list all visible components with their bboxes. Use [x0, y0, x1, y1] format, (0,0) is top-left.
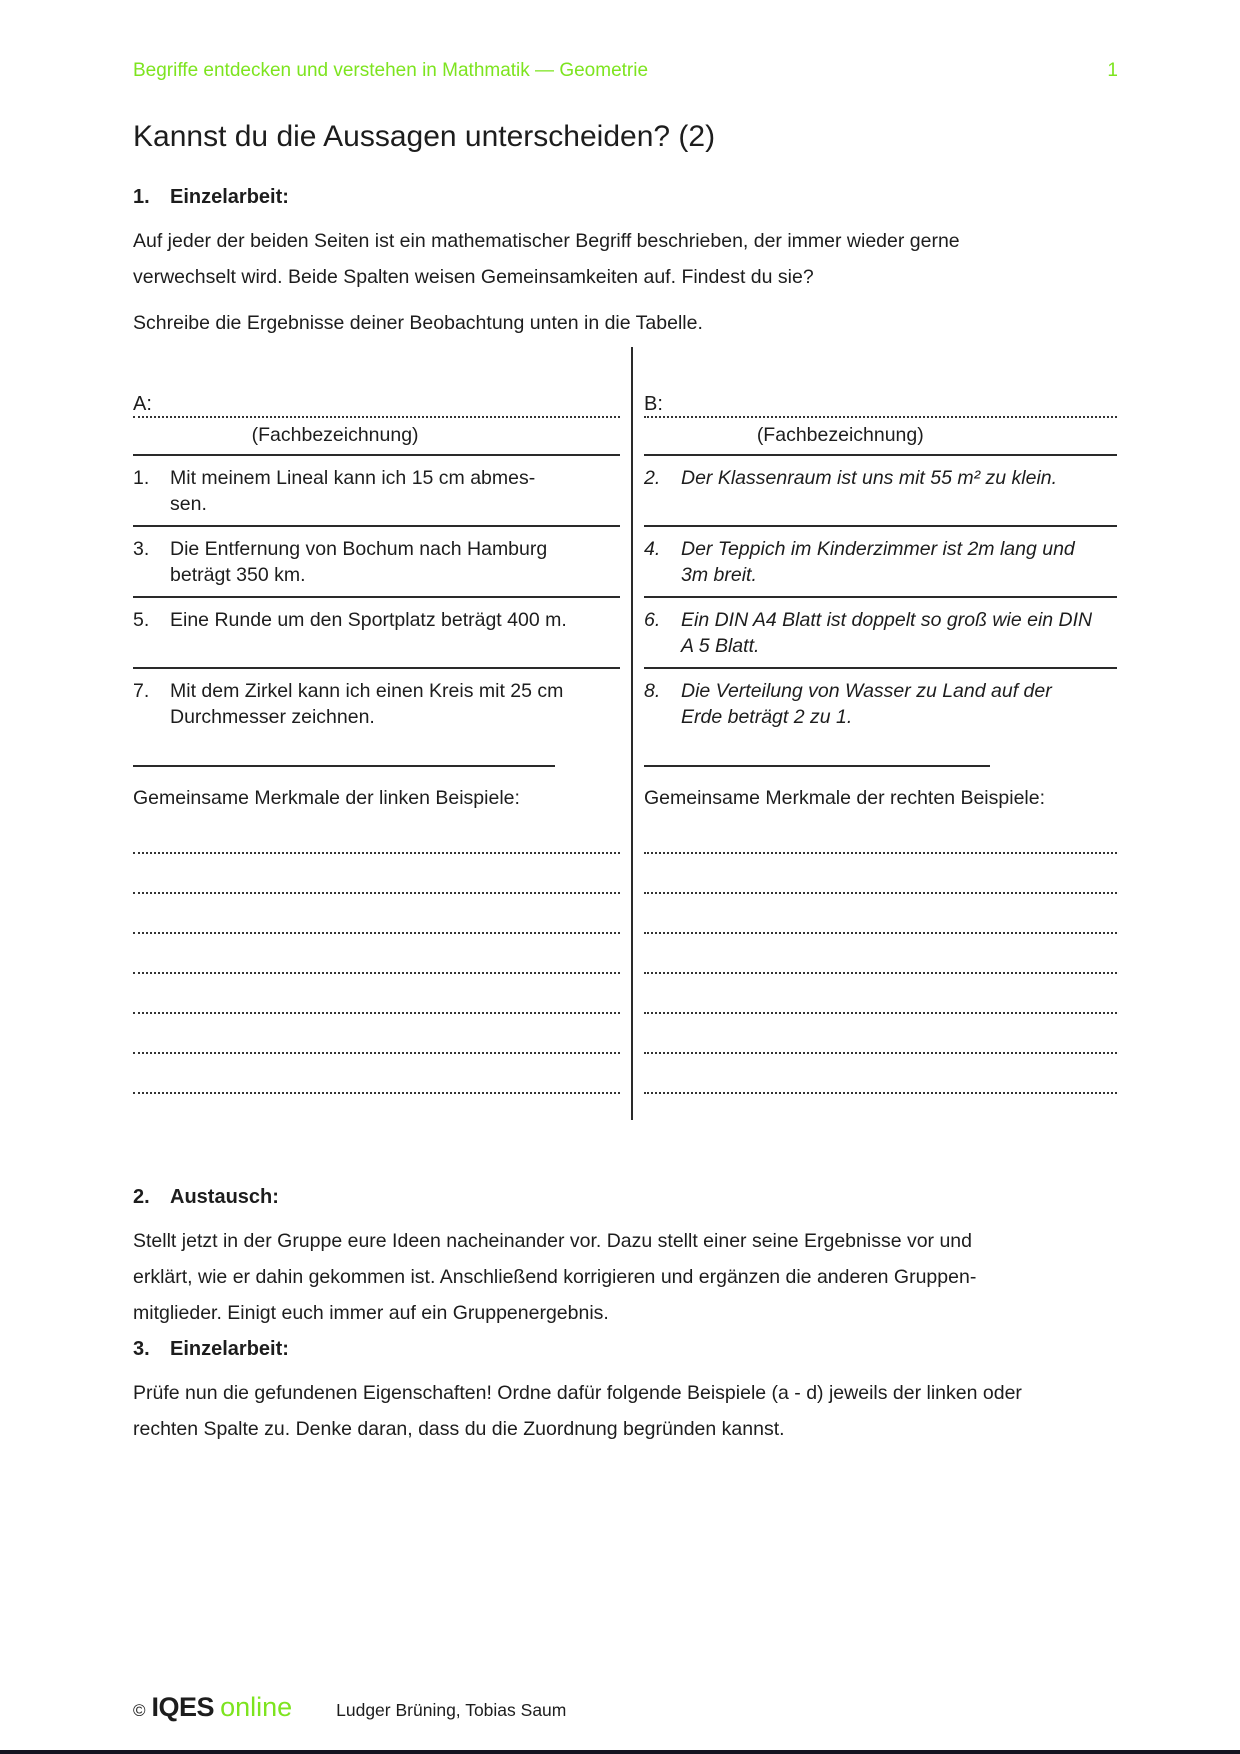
answer-line: [644, 934, 1117, 974]
column-a-closing-line: [133, 765, 555, 767]
section-3-heading: [133, 1338, 1025, 1361]
column-b-closing-line: [644, 765, 990, 767]
header-title: Begriffe entdecken und verstehen in Mathmatik — Geometrie: [133, 60, 649, 81]
answer-line: [133, 934, 620, 974]
copyright-symbol: ©: [133, 1701, 146, 1720]
row-text: Die Verteilung von Wasser zu Land auf der Erde beträgt 2 zu 1.: [681, 680, 1052, 728]
row-number: 3.: [133, 538, 150, 560]
table-column-b: [644, 352, 1117, 1094]
row-text: Mit meinem Lineal kann ich 15 cm abmes-sen.: [170, 467, 536, 515]
table-row: [133, 598, 620, 669]
section-1-paragraph-2: Schreibe die Ergebnisse deiner Beobachtung unten in die Tabelle.: [133, 312, 703, 334]
row-number: 6.: [644, 609, 661, 631]
row-text: Ein DIN A4 Blatt ist doppelt so groß wie ein DIN A 5 Blatt.: [681, 609, 1093, 657]
table-row: [133, 456, 620, 527]
answer-line: [644, 1054, 1117, 1094]
section-1: [133, 186, 1025, 341]
row-text: Der Teppich im Kinderzimmer ist 2m lang und 3m breit.: [681, 538, 1075, 586]
row-number: 2.: [644, 467, 661, 489]
column-a-merkmale-heading: Gemeinsame Merkmale der linken Beispiele:: [133, 787, 520, 809]
row-text: Eine Runde um den Sportplatz beträgt 400 m.: [170, 609, 567, 631]
section-2-label: Austausch:: [170, 1186, 279, 1208]
column-a-sublabel: (Fachbezeichnung): [251, 424, 419, 446]
column-a-label: A:: [133, 352, 620, 418]
section-1-number: 1.: [133, 186, 150, 208]
answer-line: [644, 894, 1117, 934]
page-title: Kannst du die Aussagen unterscheiden? (2): [133, 120, 716, 153]
section-1-label: Einzelarbeit:: [170, 186, 289, 208]
row-text: Der Klassenraum ist uns mit 55 m² zu klein.: [681, 467, 1058, 489]
column-b-sublabel-row: [644, 418, 1117, 456]
answer-line: [133, 894, 620, 934]
authors-text: Ludger Brüning, Tobias Saum: [336, 1700, 567, 1720]
table-column-a: [133, 352, 620, 1094]
answer-line: [644, 814, 1117, 854]
row-number: 7.: [133, 680, 150, 702]
section-3-label: Einzelarbeit:: [170, 1338, 289, 1360]
page-number: 1: [1107, 60, 1118, 81]
row-number: 5.: [133, 609, 150, 631]
table-row: [644, 669, 1117, 730]
table-row: [644, 598, 1117, 669]
column-b-answer-lines: [644, 814, 1117, 1094]
section-2-paragraph: Stellt jetzt in der Gruppe eure Ideen nacheinander vor. Dazu stellt einer seine Ergebnisse vor und erklärt, wie er dahin gekommen ist. Anschließend korrigieren und ergänzen die anderen Gruppen-mitglieder. Einigt euch immer auf ein Gruppenergebnis.: [133, 1230, 977, 1324]
section-1-heading: [133, 186, 1025, 209]
table-row: [133, 527, 620, 598]
section-2: [133, 1186, 1025, 1331]
answer-line: [133, 814, 620, 854]
answer-line: [133, 854, 620, 894]
answer-line: [644, 1014, 1117, 1054]
section-3: [133, 1338, 1025, 1447]
section-1-paragraph-1: Auf jeder der beiden Seiten ist ein mathematischer Begriff beschrieben, der immer wieder gerne verwechselt wird. Beide Spalten weisen Gemeinsamkeiten auf. Findest du sie?: [133, 230, 960, 288]
row-text: Mit dem Zirkel kann ich einen Kreis mit 25 cm Durchmesser zeichnen.: [170, 680, 564, 728]
table-row: [644, 527, 1117, 598]
answer-line: [133, 1054, 620, 1094]
row-number: 1.: [133, 467, 150, 489]
section-2-heading: [133, 1186, 1025, 1209]
iqes-logo-text: IQES: [151, 1692, 215, 1722]
table-row: [644, 456, 1117, 527]
column-b-sublabel: (Fachbezeichnung): [756, 424, 924, 446]
column-b-merkmale-heading: Gemeinsame Merkmale der rechten Beispiele:: [644, 787, 1046, 809]
table-row: [133, 669, 620, 730]
answer-line: [133, 974, 620, 1014]
column-b-label: B:: [644, 352, 1117, 418]
column-a-sublabel-row: [133, 418, 620, 456]
column-a-answer-lines: [133, 814, 620, 1094]
section-2-number: 2.: [133, 1186, 150, 1208]
iqes-logo-online-text: online: [220, 1692, 293, 1722]
table-divider: [631, 347, 633, 1120]
answer-line: [644, 854, 1117, 894]
answer-line: [133, 1014, 620, 1054]
row-number: 4.: [644, 538, 661, 560]
page-bottom-edge: [0, 1750, 1240, 1754]
page-header: [133, 60, 1118, 82]
page-footer: [133, 1692, 566, 1723]
section-3-paragraph: Prüfe nun die gefundenen Eigenschaften! Ordne dafür folgende Beispiele (a - d) jeweils der linken oder rechten Spalte zu. Denke daran, dass du die Zuordnung begründen kannst.: [133, 1382, 1022, 1440]
section-3-number: 3.: [133, 1338, 150, 1360]
answer-line: [644, 974, 1117, 1014]
row-number: 8.: [644, 680, 661, 702]
row-text: Die Entfernung von Bochum nach Hamburg beträgt 350 km.: [170, 538, 548, 586]
